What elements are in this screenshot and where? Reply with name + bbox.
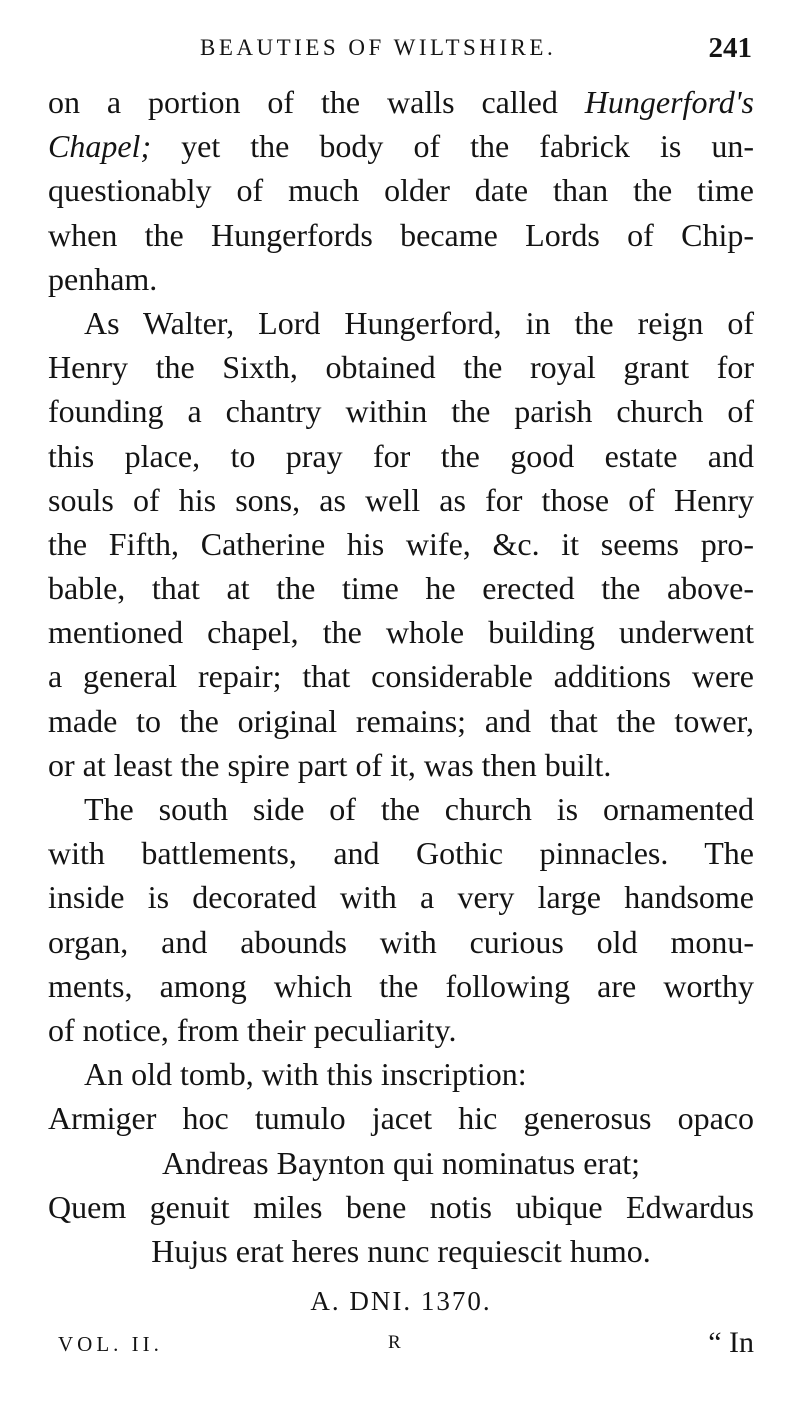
- text-line: questionably of much older date than the time: [48, 172, 754, 209]
- paragraph-4: [48, 1052, 754, 1096]
- text-line: penham.: [48, 260, 158, 297]
- epitaph-date: A. DNI. 1370.: [310, 1286, 492, 1317]
- epitaph: [48, 1096, 754, 1323]
- paragraph-2: [48, 301, 754, 787]
- epitaph-line: Armiger hoc tumulo jacet hic generosus opaco: [48, 1100, 754, 1137]
- text-line: the Fifth, Catherine his wife, &c. it seems pro-: [48, 525, 754, 562]
- text-line: An old tomb, with this inscription:: [84, 1056, 527, 1093]
- text-line: mentioned chapel, the whole building underwent: [48, 614, 754, 651]
- text-line: a general repair; that considerable additions were: [48, 658, 754, 695]
- text-line: this place, to pray for the good estate and: [48, 437, 754, 474]
- text-line: of notice, from their peculiarity.: [48, 1011, 457, 1048]
- text-line: organ, and abounds with curious old monu-: [48, 923, 754, 960]
- text-line: The south side of the church is ornamented: [84, 791, 754, 827]
- text-line: ments, among which the following are worthy: [48, 967, 754, 1004]
- page-footer: [48, 1326, 754, 1370]
- catchword: “ In: [708, 1326, 754, 1359]
- text-line: with battlements, and Gothic pinnacles. The: [48, 835, 754, 872]
- page-header: [0, 30, 800, 70]
- text-line: bable, that at the time he erected the above-: [48, 570, 754, 607]
- text-line: made to the original remains; and that the tower,: [48, 702, 754, 739]
- italic-phrase: Hungerford's: [584, 84, 754, 120]
- text-line: founding a chantry within the parish church of: [48, 393, 754, 430]
- paragraph-1: [48, 80, 754, 301]
- page-number: 241: [708, 32, 752, 64]
- paragraph-3: [48, 787, 754, 1052]
- epitaph-line: Hujus erat heres nunc requiescit humo.: [151, 1232, 651, 1269]
- running-title: BEAUTIES OF WILTSHIRE.: [200, 35, 557, 60]
- volume-mark: VOL. II.: [58, 1332, 163, 1356]
- italic-phrase: Chapel;: [48, 128, 152, 165]
- text-line: or at least the spire part of it, was then built.: [48, 746, 612, 783]
- text-line: when the Hungerfords became Lords of Chip-: [48, 216, 754, 253]
- text-line: Henry the Sixth, obtained the royal grant for: [48, 349, 754, 386]
- text-line: As Walter, Lord Hungerford, in the reign of: [84, 304, 754, 341]
- text-line: souls of his sons, as well as for those of Henry: [48, 481, 754, 518]
- epitaph-line: Andreas Baynton qui nominatus erat;: [161, 1144, 641, 1181]
- epitaph-line: Quem genuit miles bene notis ubique Edwardus: [48, 1188, 754, 1225]
- text-line: on a portion of the walls called Hungerford's: [48, 84, 754, 120]
- text-line: inside is decorated with a very large handsome: [48, 879, 754, 916]
- text-line: Chapel; yet the body of the fabrick is un-: [48, 128, 754, 165]
- body-text: [48, 80, 754, 1323]
- signature-mark: R: [388, 1332, 401, 1353]
